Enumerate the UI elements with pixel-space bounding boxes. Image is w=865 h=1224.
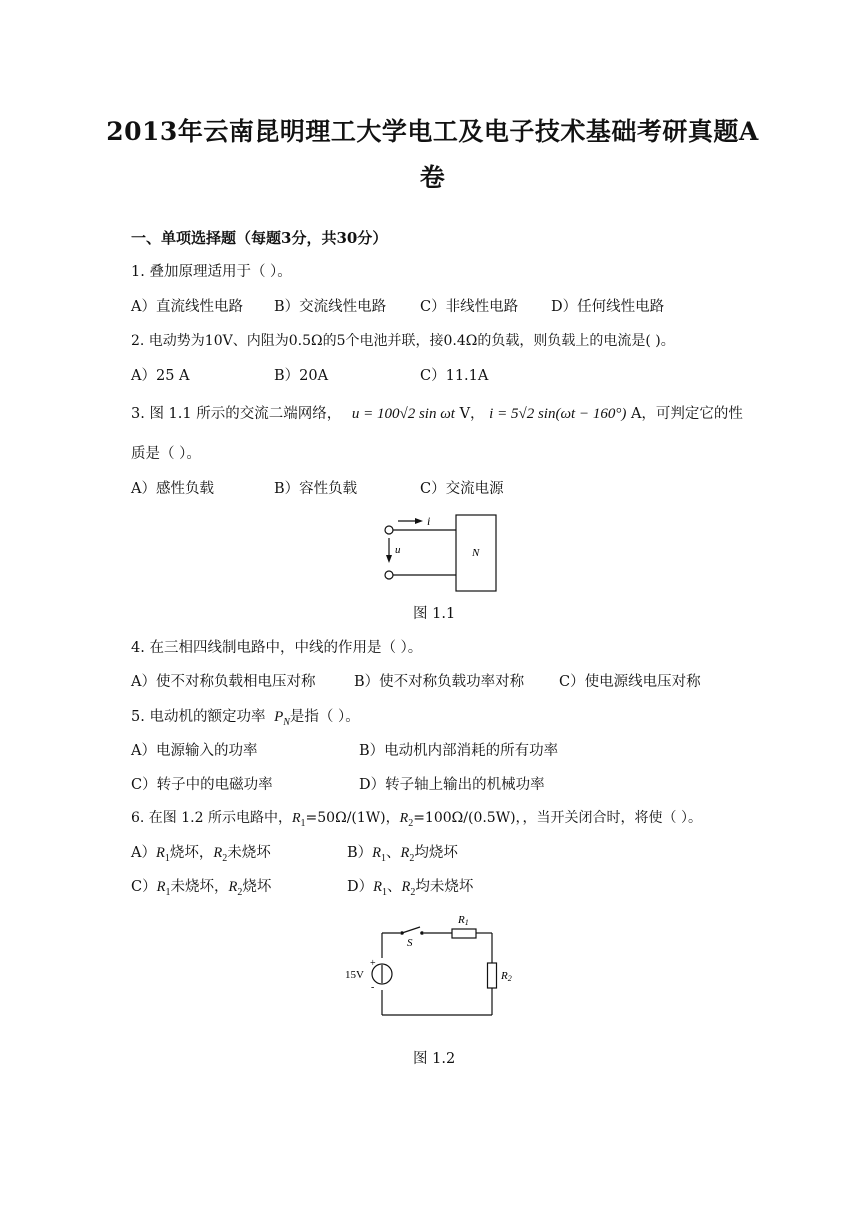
question-1-stem: 1. 叠加原理适用于（ ）。 — [131, 264, 292, 280]
q5-option-a: A）电源输入的功率 — [131, 743, 258, 759]
q6-r2-symbol: R — [399, 811, 409, 826]
q3-unit-volt: V， — [459, 406, 485, 422]
source-voltage-label: 15V — [345, 969, 364, 981]
q2-option-b: B）20A — [274, 368, 329, 384]
q6-r2-rating: =100Ω/(0.5W)，，当开关闭合时，将使（ ）。 — [413, 810, 703, 826]
q3-current-expression: i = 5√2 sin(ωt − 160°) — [489, 406, 627, 422]
figure-1-2-caption: 图 1.2 — [413, 1051, 456, 1067]
question-3-stem-cont: 质是（ ）。 — [131, 446, 201, 462]
figure-1-1-voltage-label: u — [395, 544, 401, 556]
q4-option-b: B）使不对称负载功率对称 — [354, 674, 525, 690]
q1-option-a: A）直流线性电路 — [131, 299, 243, 315]
q6-option-b: $B)R_1$、$R_2$均烧坏 — [347, 845, 458, 864]
q5-option-c: C）转子中的电磁功率 — [131, 777, 273, 793]
question-2-stem: 2. 电动势为10V、内阻为0.5Ω的5个电池并联，接0.4Ω的负载，则负载上的电流是( )。 — [131, 333, 675, 349]
q3-voltage-expression: u = 100√2 sin ωt — [351, 406, 455, 422]
document-title: 2013年云南昆明理工大学电工及电子技术基础考研真题A — [106, 117, 759, 146]
q3-option-c: C）交流电源 — [420, 481, 504, 497]
q6-r2-subscript: 2 — [408, 817, 414, 829]
q5-stem-end: 是指（ ）。 — [289, 709, 360, 725]
q3-stem-mid: A，可判定它的性 — [630, 406, 743, 422]
question-3-stem — [131, 402, 743, 423]
question-5-stem — [131, 705, 360, 728]
q5-power-subscript: N — [283, 716, 290, 728]
q3-stem-start: 3. 图 1.1 所示的交流二端网络， — [131, 406, 342, 422]
question-6-stem — [131, 807, 702, 829]
q6-option-d: $D)R_1$、$R_2$均未烧坏 — [347, 879, 474, 898]
q6-stem-start: 6. 在图 1.2 所示电路中， — [131, 810, 292, 826]
figure-1-1-network-label: N — [472, 547, 480, 559]
question-4-stem: 4. 在三相四线制电路中，中线的作用是（ ）。 — [131, 640, 423, 656]
source-plus-sign: + — [370, 958, 376, 969]
q1-option-d: D）任何线性电路 — [551, 299, 665, 315]
switch-label: S — [407, 937, 413, 949]
figure-1-1-current-label: i — [427, 514, 431, 528]
q5-option-d: D）转子轴上输出的机械功率 — [359, 777, 545, 793]
q1-option-b: B）交流线性电路 — [274, 299, 387, 315]
q6-option-a: $A)R_1$烧坏，$R_2$未烧坏 — [131, 845, 271, 864]
q6-r1-rating: =50Ω/(1W)， — [305, 810, 400, 826]
q2-option-a: A）25 A — [131, 368, 190, 384]
q5-power-symbol: P — [274, 709, 284, 725]
figure-1-1-caption: 图 1.1 — [413, 606, 456, 622]
figure-1-1-circuit — [370, 508, 510, 598]
document-title-cont: 卷 — [419, 163, 446, 192]
q6-option-c: $C)R_1$未烧坏，$R_2$烧坏 — [131, 879, 272, 898]
source-minus-sign: - — [371, 982, 375, 993]
section-heading: 一、单项选择题（每题3分，共30分） — [131, 229, 388, 247]
q3-option-b: B）容性负载 — [274, 481, 358, 497]
q5-stem-start: 5. 电动机的额定功率 — [131, 709, 266, 725]
r1-label: R1 — [458, 914, 469, 927]
q2-option-c: C）11.1A — [420, 368, 489, 384]
q4-option-a: A）使不对称负载相电压对称 — [131, 674, 316, 690]
q6-r1-symbol: R — [291, 811, 301, 826]
q4-option-c: C）使电源线电压对称 — [559, 674, 701, 690]
r2-label: R2 — [501, 970, 512, 983]
q1-option-c: C）非线性电路 — [420, 299, 519, 315]
q6-r1-subscript: 1 — [300, 817, 306, 829]
q3-option-a: A）感性负载 — [131, 481, 214, 497]
q5-option-b: B）电动机内部消耗的所有功率 — [359, 743, 559, 759]
figure-1-2-circuit — [340, 908, 520, 1026]
